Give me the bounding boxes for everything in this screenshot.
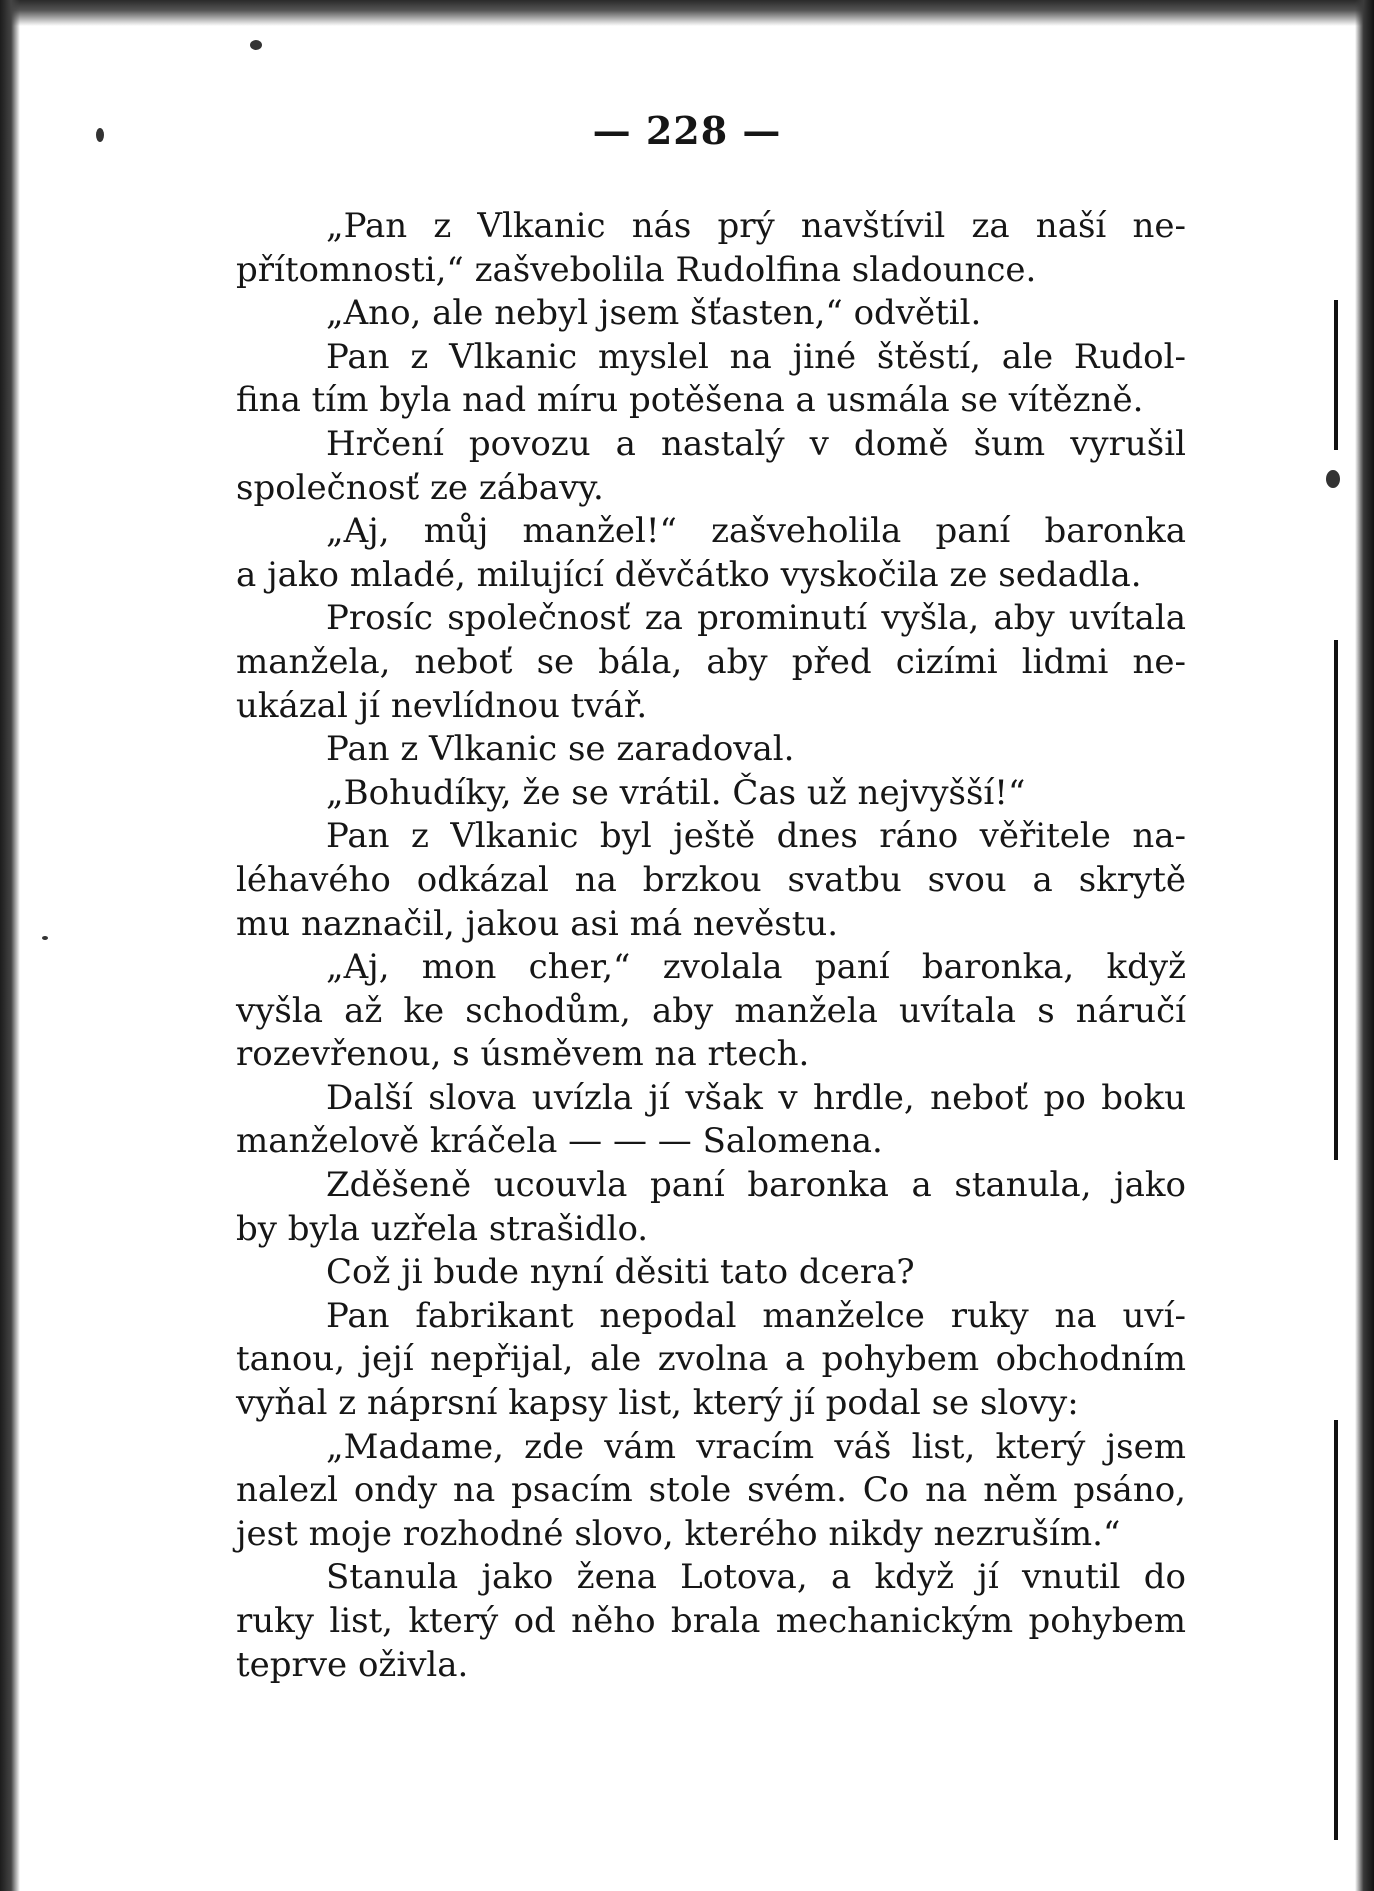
scan-margin-mark	[1334, 300, 1338, 450]
text-line: vyšla až ke schodům, aby manžela uvítala s náručí	[236, 990, 1186, 1031]
text-line: Pan fabrikant nepodal manželce ruky na uví-	[326, 1295, 1186, 1336]
text-line: Další slova uvízla jí však v hrdle, neboť po boku	[326, 1077, 1186, 1118]
scan-speck	[1326, 470, 1340, 488]
text-line: mu naznačil, jakou asi má nevěstu.	[236, 903, 839, 944]
text-line: a jako mladé, milující děvčátko vyskočila ze sedadla.	[236, 554, 1142, 595]
text-line: rozevřenou, s úsměvem na rtech.	[236, 1034, 810, 1075]
scan-edge-right	[1355, 0, 1374, 1891]
text-line: „Aj, mon cher,“ zvolala paní baronka, když	[326, 947, 1186, 988]
text-line: „Aj, můj manžel!“ zašveholila paní baronka	[326, 511, 1186, 552]
text-line: jest moje rozhodné slovo, kterého nikdy nezruším.“	[236, 1513, 1121, 1554]
text-line: přítomnosti,“ zašvebolila Rudolfina sladounce.	[236, 249, 1037, 290]
text-line: tanou, její nepřijal, ale zvolna a pohybem obchodním	[236, 1339, 1186, 1380]
text-line: Prosíc společnosť za prominutí vyšla, aby uvítala	[326, 598, 1186, 639]
text-line: vyňal z náprsní kapsy list, který jí podal se slovy:	[236, 1383, 1079, 1424]
text-line: teprve oživla.	[236, 1644, 469, 1685]
text-line: ruky list, který od něho brala mechanickým pohybem	[236, 1601, 1186, 1641]
text-line: Zděšeně ucouvla paní baronka a stanula, jako	[326, 1165, 1186, 1206]
text-line: Hrčení povozu a nastalý v domě šum vyrušil	[326, 423, 1186, 464]
text-line: „Pan z Vlkanic nás prý navštívil za naší ne-	[326, 206, 1186, 246]
text-line: „Ano, ale nebyl jsem šťasten,“ odvětil.	[326, 293, 982, 334]
text-line: Stanula jako žena Lotova, a když jí vnutil do	[326, 1557, 1186, 1598]
text-line: „Madame, zde vám vracím váš list, který jsem	[326, 1426, 1186, 1467]
text-line: manžela, neboť se bála, aby před cizími lidmi ne-	[236, 641, 1186, 682]
text-line: Pan z Vlkanic se zaradoval.	[326, 729, 795, 770]
text-line: léhavého odkázal na brzkou svatbu svou a skrytě	[236, 859, 1186, 900]
text-line: Pan z Vlkanic byl ještě dnes ráno věřitele na-	[326, 816, 1186, 857]
scan-margin-mark	[1334, 1420, 1338, 1840]
text-line: by byla uzřela strašidlo.	[236, 1208, 649, 1249]
text-line: manželově kráčela — — — Salomena.	[236, 1121, 883, 1162]
scan-margin-mark	[1334, 640, 1338, 1160]
book-text	[236, 205, 1186, 1687]
scan-speck	[250, 40, 262, 50]
text-line: „Bohudíky, že se vrátil. Čas už nejvyšší!“	[326, 772, 1026, 813]
scan-speck	[42, 936, 48, 940]
text-line: fina tím byla nad míru potěšena a usmála se vítězně.	[236, 380, 1144, 421]
scan-edge-top	[0, 0, 1374, 26]
text-line: Což ji bude nyní děsiti tato dcera?	[326, 1252, 915, 1293]
page-number: — 228 —	[592, 108, 782, 153]
text-line: ukázal jí nevlídnou tvář.	[236, 685, 648, 726]
scan-edge-left	[0, 0, 20, 1891]
text-line: Pan z Vlkanic myslel na jiné štěstí, ale Rudol-	[326, 336, 1186, 377]
text-line: společnosť ze zábavy.	[236, 467, 604, 508]
text-line: nalezl ondy na psacím stole svém. Co na něm psáno,	[236, 1470, 1186, 1511]
